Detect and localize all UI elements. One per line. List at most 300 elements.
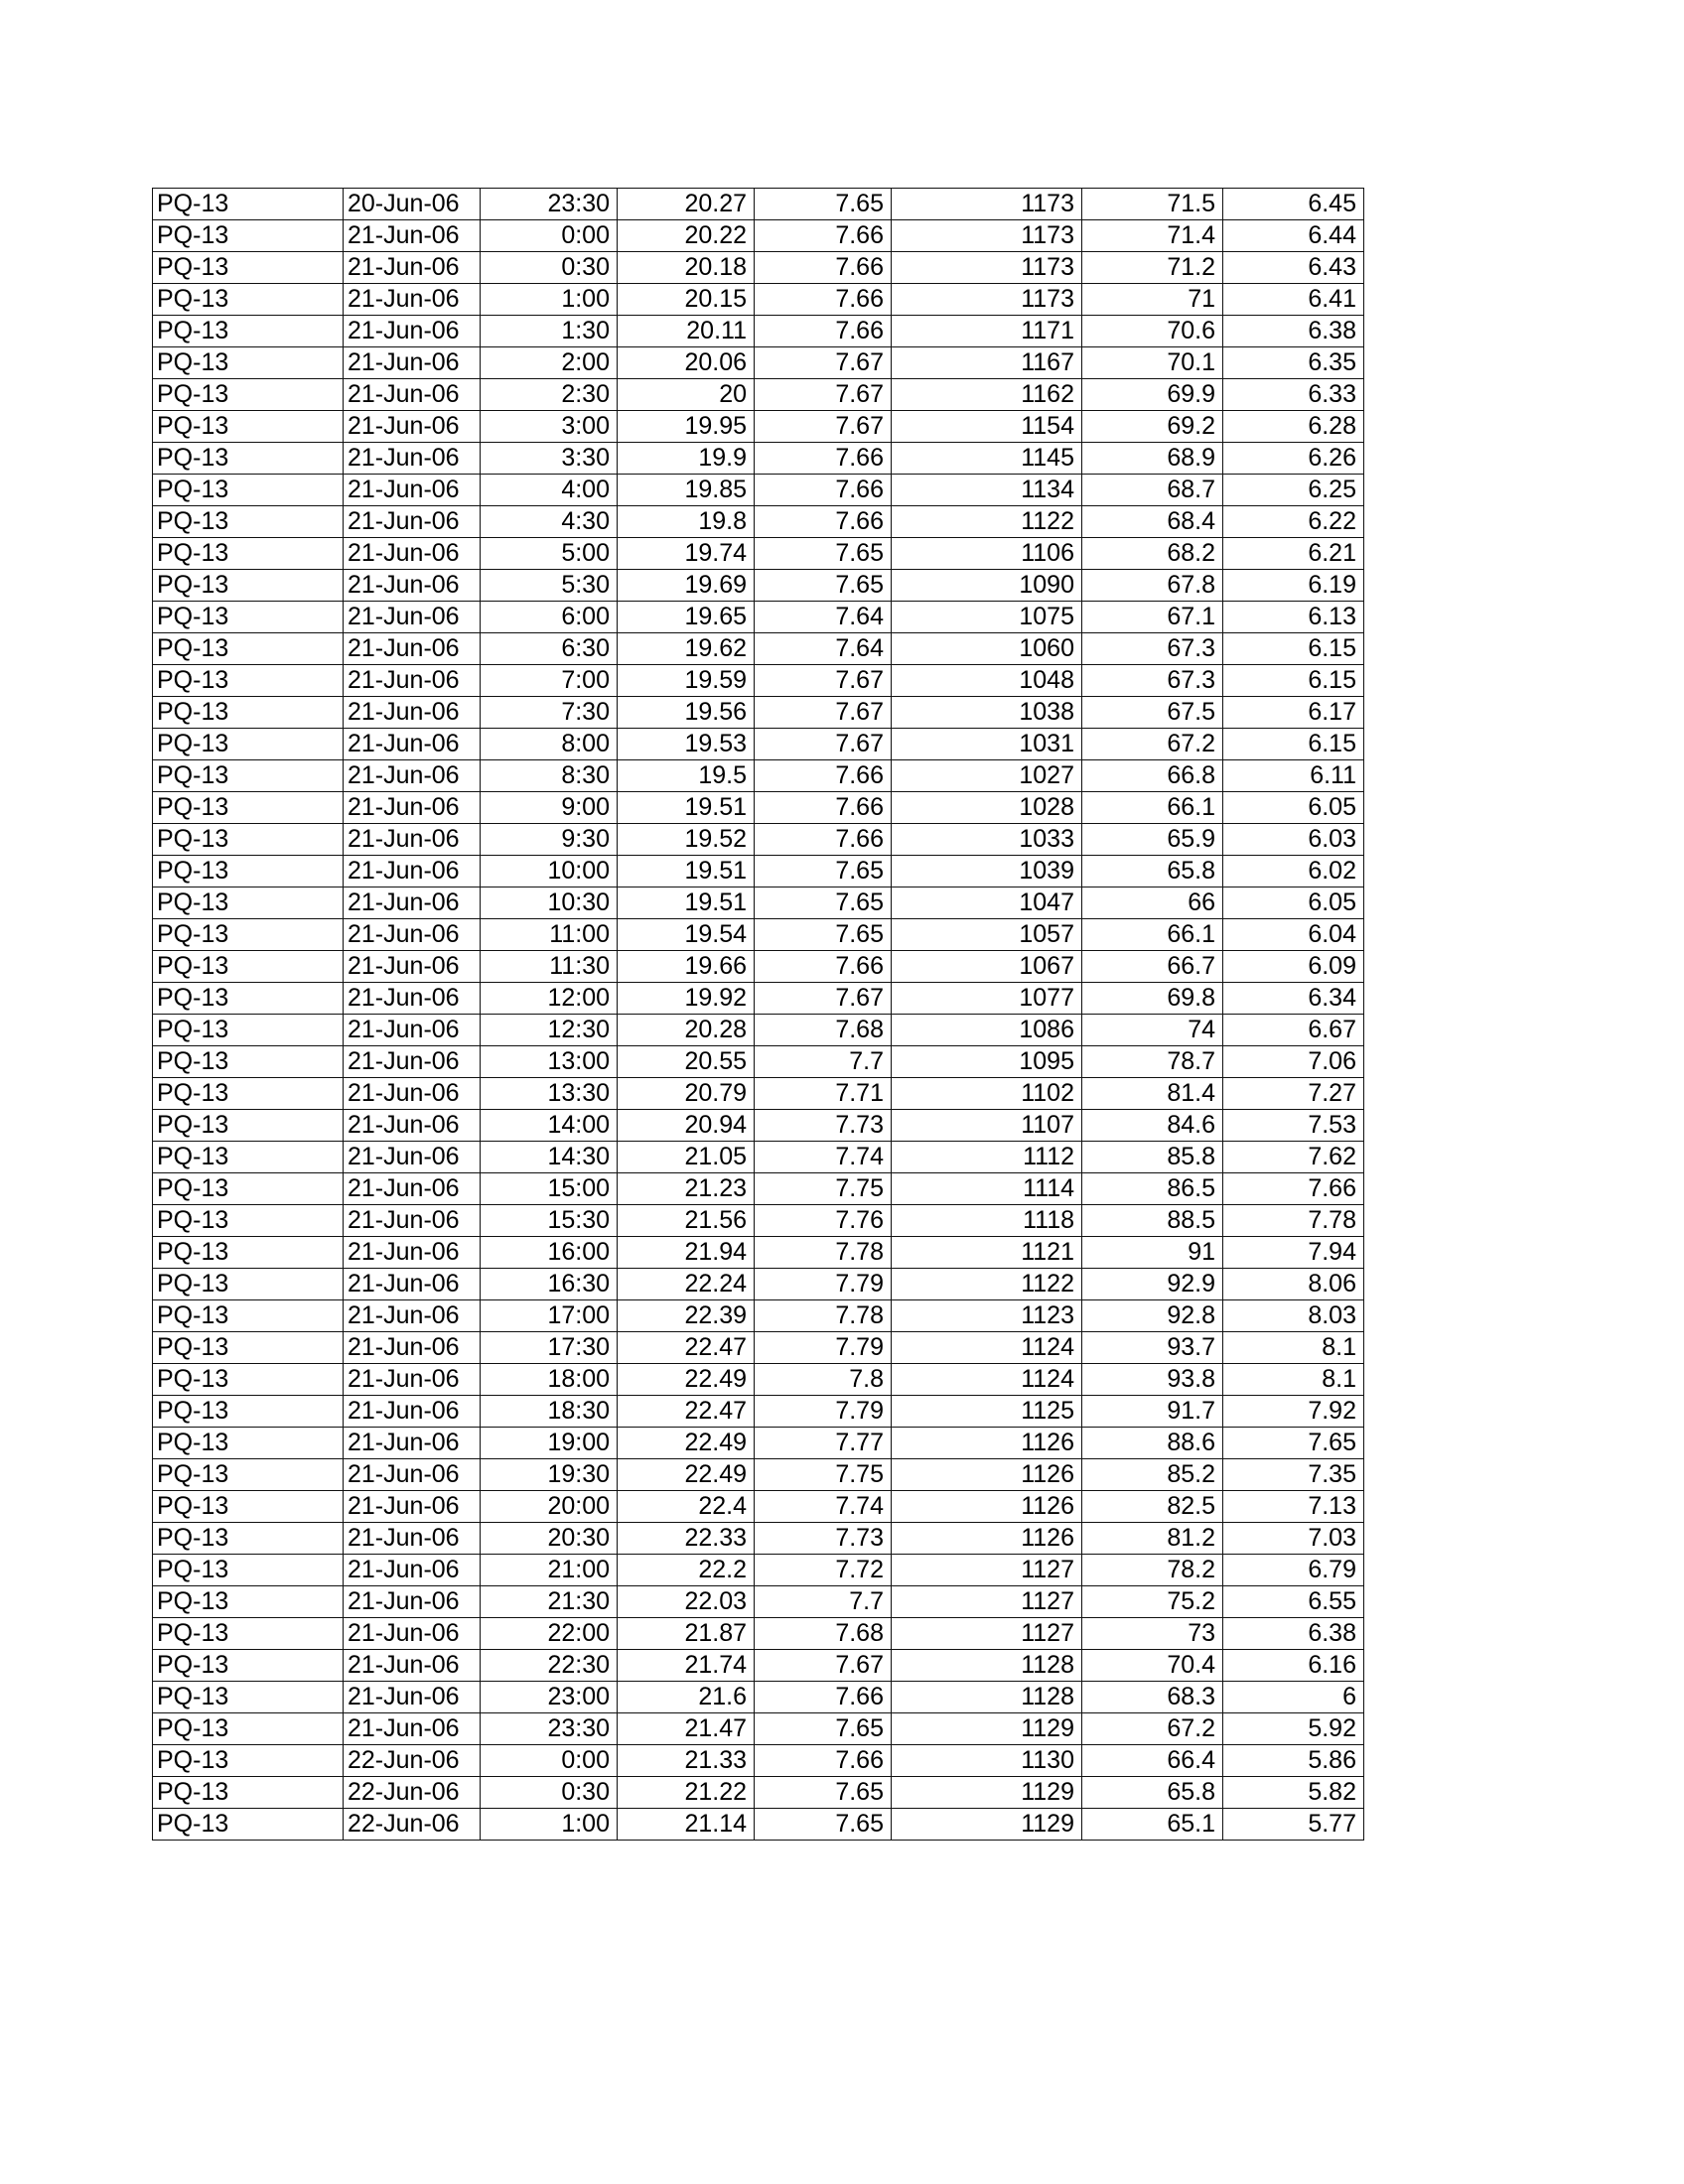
station-cell: PQ-13 (153, 1777, 344, 1809)
conductivity-cell: 1126 (892, 1523, 1082, 1555)
conductivity-cell: 1031 (892, 729, 1082, 760)
station-cell: PQ-13 (153, 1682, 344, 1713)
ph-cell: 7.73 (755, 1523, 892, 1555)
do-concentration-cell: 6.04 (1223, 919, 1364, 951)
do-concentration-cell: 5.92 (1223, 1713, 1364, 1745)
temperature-cell: 20.28 (618, 1015, 755, 1046)
table-row (153, 189, 1364, 220)
ph-cell: 7.77 (755, 1428, 892, 1459)
station-cell: PQ-13 (153, 729, 344, 760)
do-concentration-cell: 7.94 (1223, 1237, 1364, 1269)
station-cell: PQ-13 (153, 1745, 344, 1777)
temperature-cell: 21.05 (618, 1142, 755, 1173)
ph-cell: 7.72 (755, 1555, 892, 1586)
table-row (153, 919, 1364, 951)
ph-cell: 7.74 (755, 1142, 892, 1173)
time-cell: 23:30 (481, 189, 618, 220)
conductivity-cell: 1129 (892, 1809, 1082, 1841)
do-saturation-cell: 78.7 (1082, 1046, 1223, 1078)
time-cell: 8:30 (481, 760, 618, 792)
temperature-cell: 22.24 (618, 1269, 755, 1300)
date-cell: 21-Jun-06 (344, 284, 481, 316)
ph-cell: 7.66 (755, 443, 892, 475)
ph-cell: 7.66 (755, 316, 892, 347)
ph-cell: 7.65 (755, 1713, 892, 1745)
date-cell: 21-Jun-06 (344, 729, 481, 760)
do-concentration-cell: 7.06 (1223, 1046, 1364, 1078)
time-cell: 8:00 (481, 729, 618, 760)
temperature-cell: 21.74 (618, 1650, 755, 1682)
ph-cell: 7.67 (755, 729, 892, 760)
do-concentration-cell: 6.45 (1223, 189, 1364, 220)
table-row (153, 1682, 1364, 1713)
do-concentration-cell: 6.15 (1223, 665, 1364, 697)
conductivity-cell: 1126 (892, 1428, 1082, 1459)
time-cell: 16:00 (481, 1237, 618, 1269)
temperature-cell: 22.47 (618, 1396, 755, 1428)
conductivity-cell: 1130 (892, 1745, 1082, 1777)
conductivity-cell: 1122 (892, 506, 1082, 538)
table-row (153, 1586, 1364, 1618)
date-cell: 21-Jun-06 (344, 1110, 481, 1142)
do-saturation-cell: 69.2 (1082, 411, 1223, 443)
conductivity-cell: 1057 (892, 919, 1082, 951)
date-cell: 21-Jun-06 (344, 1078, 481, 1110)
ph-cell: 7.68 (755, 1618, 892, 1650)
temperature-cell: 19.69 (618, 570, 755, 602)
date-cell: 21-Jun-06 (344, 760, 481, 792)
station-cell: PQ-13 (153, 189, 344, 220)
do-concentration-cell: 6.79 (1223, 1555, 1364, 1586)
date-cell: 21-Jun-06 (344, 1396, 481, 1428)
conductivity-cell: 1127 (892, 1586, 1082, 1618)
ph-cell: 7.7 (755, 1586, 892, 1618)
station-cell: PQ-13 (153, 1300, 344, 1332)
do-saturation-cell: 71.2 (1082, 252, 1223, 284)
conductivity-cell: 1112 (892, 1142, 1082, 1173)
date-cell: 21-Jun-06 (344, 1491, 481, 1523)
do-saturation-cell: 88.5 (1082, 1205, 1223, 1237)
ph-cell: 7.66 (755, 252, 892, 284)
do-concentration-cell: 6.33 (1223, 379, 1364, 411)
date-cell: 21-Jun-06 (344, 1428, 481, 1459)
date-cell: 20-Jun-06 (344, 189, 481, 220)
table-row (153, 1046, 1364, 1078)
do-concentration-cell: 6.43 (1223, 252, 1364, 284)
do-saturation-cell: 84.6 (1082, 1110, 1223, 1142)
conductivity-cell: 1121 (892, 1237, 1082, 1269)
do-saturation-cell: 67.2 (1082, 1713, 1223, 1745)
date-cell: 21-Jun-06 (344, 1618, 481, 1650)
do-concentration-cell: 8.1 (1223, 1364, 1364, 1396)
do-saturation-cell: 67.8 (1082, 570, 1223, 602)
do-concentration-cell: 7.62 (1223, 1142, 1364, 1173)
do-concentration-cell: 6.21 (1223, 538, 1364, 570)
ph-cell: 7.65 (755, 570, 892, 602)
temperature-cell: 20.18 (618, 252, 755, 284)
conductivity-cell: 1167 (892, 347, 1082, 379)
do-concentration-cell: 6.03 (1223, 824, 1364, 856)
table-row (153, 1173, 1364, 1205)
station-cell: PQ-13 (153, 1618, 344, 1650)
time-cell: 19:00 (481, 1428, 618, 1459)
time-cell: 17:30 (481, 1332, 618, 1364)
date-cell: 21-Jun-06 (344, 697, 481, 729)
do-saturation-cell: 65.1 (1082, 1809, 1223, 1841)
table-row (153, 220, 1364, 252)
temperature-cell: 21.94 (618, 1237, 755, 1269)
ph-cell: 7.67 (755, 665, 892, 697)
temperature-cell: 20.55 (618, 1046, 755, 1078)
date-cell: 21-Jun-06 (344, 443, 481, 475)
date-cell: 21-Jun-06 (344, 1015, 481, 1046)
station-cell: PQ-13 (153, 570, 344, 602)
time-cell: 12:00 (481, 983, 618, 1015)
do-saturation-cell: 88.6 (1082, 1428, 1223, 1459)
do-concentration-cell: 6.15 (1223, 729, 1364, 760)
conductivity-cell: 1129 (892, 1713, 1082, 1745)
table-row (153, 443, 1364, 475)
station-cell: PQ-13 (153, 1269, 344, 1300)
conductivity-cell: 1047 (892, 887, 1082, 919)
table-row (153, 347, 1364, 379)
date-cell: 22-Jun-06 (344, 1777, 481, 1809)
ph-cell: 7.66 (755, 824, 892, 856)
ph-cell: 7.67 (755, 347, 892, 379)
date-cell: 21-Jun-06 (344, 1142, 481, 1173)
time-cell: 7:30 (481, 697, 618, 729)
do-saturation-cell: 75.2 (1082, 1586, 1223, 1618)
time-cell: 15:30 (481, 1205, 618, 1237)
station-cell: PQ-13 (153, 760, 344, 792)
do-saturation-cell: 78.2 (1082, 1555, 1223, 1586)
do-saturation-cell: 91.7 (1082, 1396, 1223, 1428)
date-cell: 21-Jun-06 (344, 1364, 481, 1396)
table-body (153, 189, 1364, 1841)
conductivity-cell: 1162 (892, 379, 1082, 411)
station-cell: PQ-13 (153, 887, 344, 919)
ph-cell: 7.67 (755, 983, 892, 1015)
time-cell: 15:00 (481, 1173, 618, 1205)
date-cell: 21-Jun-06 (344, 475, 481, 506)
do-saturation-cell: 67.2 (1082, 729, 1223, 760)
date-cell: 21-Jun-06 (344, 983, 481, 1015)
do-saturation-cell: 85.2 (1082, 1459, 1223, 1491)
time-cell: 22:30 (481, 1650, 618, 1682)
conductivity-cell: 1173 (892, 284, 1082, 316)
conductivity-cell: 1128 (892, 1682, 1082, 1713)
do-saturation-cell: 66 (1082, 887, 1223, 919)
station-cell: PQ-13 (153, 1078, 344, 1110)
station-cell: PQ-13 (153, 1809, 344, 1841)
temperature-cell: 20.79 (618, 1078, 755, 1110)
time-cell: 1:00 (481, 284, 618, 316)
station-cell: PQ-13 (153, 1142, 344, 1173)
temperature-cell: 22.33 (618, 1523, 755, 1555)
do-saturation-cell: 81.2 (1082, 1523, 1223, 1555)
do-concentration-cell: 7.92 (1223, 1396, 1364, 1428)
date-cell: 21-Jun-06 (344, 1586, 481, 1618)
ph-cell: 7.66 (755, 792, 892, 824)
do-saturation-cell: 66.4 (1082, 1745, 1223, 1777)
do-saturation-cell: 68.3 (1082, 1682, 1223, 1713)
station-cell: PQ-13 (153, 602, 344, 633)
do-concentration-cell: 6.05 (1223, 887, 1364, 919)
table-row (153, 856, 1364, 887)
station-cell: PQ-13 (153, 1713, 344, 1745)
temperature-cell: 19.66 (618, 951, 755, 983)
temperature-cell: 19.74 (618, 538, 755, 570)
table-row (153, 951, 1364, 983)
do-saturation-cell: 70.1 (1082, 347, 1223, 379)
time-cell: 2:30 (481, 379, 618, 411)
temperature-cell: 21.22 (618, 1777, 755, 1809)
time-cell: 11:00 (481, 919, 618, 951)
temperature-cell: 19.9 (618, 443, 755, 475)
station-cell: PQ-13 (153, 1332, 344, 1364)
date-cell: 22-Jun-06 (344, 1745, 481, 1777)
do-saturation-cell: 67.5 (1082, 697, 1223, 729)
temperature-cell: 19.62 (618, 633, 755, 665)
do-concentration-cell: 6.02 (1223, 856, 1364, 887)
conductivity-cell: 1123 (892, 1300, 1082, 1332)
do-concentration-cell: 6.67 (1223, 1015, 1364, 1046)
do-saturation-cell: 67.3 (1082, 665, 1223, 697)
table-row (153, 697, 1364, 729)
date-cell: 21-Jun-06 (344, 1300, 481, 1332)
temperature-cell: 19.56 (618, 697, 755, 729)
conductivity-cell: 1173 (892, 220, 1082, 252)
ph-cell: 7.65 (755, 919, 892, 951)
do-saturation-cell: 71.5 (1082, 189, 1223, 220)
temperature-cell: 22.47 (618, 1332, 755, 1364)
station-cell: PQ-13 (153, 1428, 344, 1459)
date-cell: 21-Jun-06 (344, 1173, 481, 1205)
table-row (153, 1650, 1364, 1682)
time-cell: 10:00 (481, 856, 618, 887)
do-concentration-cell: 6 (1223, 1682, 1364, 1713)
do-concentration-cell: 6.05 (1223, 792, 1364, 824)
table-row (153, 1110, 1364, 1142)
date-cell: 21-Jun-06 (344, 347, 481, 379)
time-cell: 23:30 (481, 1713, 618, 1745)
time-cell: 16:30 (481, 1269, 618, 1300)
ph-cell: 7.66 (755, 951, 892, 983)
table-row (153, 760, 1364, 792)
ph-cell: 7.66 (755, 220, 892, 252)
ph-cell: 7.67 (755, 411, 892, 443)
temperature-cell: 20 (618, 379, 755, 411)
table-row (153, 1555, 1364, 1586)
temperature-cell: 22.49 (618, 1428, 755, 1459)
table-row (153, 1078, 1364, 1110)
station-cell: PQ-13 (153, 1523, 344, 1555)
conductivity-cell: 1039 (892, 856, 1082, 887)
date-cell: 21-Jun-06 (344, 919, 481, 951)
time-cell: 5:30 (481, 570, 618, 602)
time-cell: 7:00 (481, 665, 618, 697)
do-concentration-cell: 7.03 (1223, 1523, 1364, 1555)
do-concentration-cell: 6.19 (1223, 570, 1364, 602)
time-cell: 5:00 (481, 538, 618, 570)
temperature-cell: 19.8 (618, 506, 755, 538)
conductivity-cell: 1106 (892, 538, 1082, 570)
station-cell: PQ-13 (153, 919, 344, 951)
ph-cell: 7.71 (755, 1078, 892, 1110)
station-cell: PQ-13 (153, 1491, 344, 1523)
table-row (153, 1523, 1364, 1555)
do-saturation-cell: 68.2 (1082, 538, 1223, 570)
table-row (153, 538, 1364, 570)
ph-cell: 7.78 (755, 1300, 892, 1332)
station-cell: PQ-13 (153, 1110, 344, 1142)
do-saturation-cell: 67.1 (1082, 602, 1223, 633)
table-row (153, 824, 1364, 856)
date-cell: 21-Jun-06 (344, 252, 481, 284)
temperature-cell: 21.6 (618, 1682, 755, 1713)
temperature-cell: 19.51 (618, 856, 755, 887)
ph-cell: 7.66 (755, 475, 892, 506)
time-cell: 17:00 (481, 1300, 618, 1332)
time-cell: 0:30 (481, 252, 618, 284)
time-cell: 23:00 (481, 1682, 618, 1713)
conductivity-cell: 1173 (892, 252, 1082, 284)
temperature-cell: 21.56 (618, 1205, 755, 1237)
date-cell: 21-Jun-06 (344, 1713, 481, 1745)
date-cell: 21-Jun-06 (344, 665, 481, 697)
temperature-cell: 20.94 (618, 1110, 755, 1142)
temperature-cell: 20.15 (618, 284, 755, 316)
do-concentration-cell: 6.34 (1223, 983, 1364, 1015)
conductivity-cell: 1122 (892, 1269, 1082, 1300)
temperature-cell: 22.03 (618, 1586, 755, 1618)
conductivity-cell: 1154 (892, 411, 1082, 443)
ph-cell: 7.75 (755, 1459, 892, 1491)
temperature-cell: 20.27 (618, 189, 755, 220)
date-cell: 21-Jun-06 (344, 379, 481, 411)
do-concentration-cell: 8.03 (1223, 1300, 1364, 1332)
ph-cell: 7.65 (755, 189, 892, 220)
time-cell: 2:00 (481, 347, 618, 379)
conductivity-cell: 1125 (892, 1396, 1082, 1428)
table-row (153, 1618, 1364, 1650)
temperature-cell: 22.2 (618, 1555, 755, 1586)
do-saturation-cell: 71.4 (1082, 220, 1223, 252)
do-saturation-cell: 86.5 (1082, 1173, 1223, 1205)
date-cell: 21-Jun-06 (344, 887, 481, 919)
table-row (153, 602, 1364, 633)
time-cell: 21:30 (481, 1586, 618, 1618)
do-concentration-cell: 7.27 (1223, 1078, 1364, 1110)
do-saturation-cell: 91 (1082, 1237, 1223, 1269)
temperature-cell: 21.87 (618, 1618, 755, 1650)
table-row (153, 284, 1364, 316)
table-row (153, 729, 1364, 760)
time-cell: 0:00 (481, 220, 618, 252)
ph-cell: 7.66 (755, 506, 892, 538)
temperature-cell: 19.5 (618, 760, 755, 792)
temperature-cell: 21.33 (618, 1745, 755, 1777)
temperature-cell: 19.59 (618, 665, 755, 697)
do-saturation-cell: 66.8 (1082, 760, 1223, 792)
temperature-cell: 19.92 (618, 983, 755, 1015)
date-cell: 21-Jun-06 (344, 570, 481, 602)
time-cell: 0:30 (481, 1777, 618, 1809)
table-row (153, 887, 1364, 919)
do-concentration-cell: 6.44 (1223, 220, 1364, 252)
ph-cell: 7.73 (755, 1110, 892, 1142)
time-cell: 6:30 (481, 633, 618, 665)
do-concentration-cell: 7.13 (1223, 1491, 1364, 1523)
table-row (153, 1745, 1364, 1777)
station-cell: PQ-13 (153, 1555, 344, 1586)
do-concentration-cell: 8.1 (1223, 1332, 1364, 1364)
date-cell: 21-Jun-06 (344, 1682, 481, 1713)
do-concentration-cell: 6.41 (1223, 284, 1364, 316)
time-cell: 10:30 (481, 887, 618, 919)
do-concentration-cell: 8.06 (1223, 1269, 1364, 1300)
table-row (153, 1300, 1364, 1332)
temperature-cell: 20.22 (618, 220, 755, 252)
ph-cell: 7.79 (755, 1332, 892, 1364)
temperature-cell: 22.4 (618, 1491, 755, 1523)
station-cell: PQ-13 (153, 538, 344, 570)
do-saturation-cell: 70.6 (1082, 316, 1223, 347)
time-cell: 13:00 (481, 1046, 618, 1078)
conductivity-cell: 1145 (892, 443, 1082, 475)
station-cell: PQ-13 (153, 792, 344, 824)
conductivity-cell: 1129 (892, 1777, 1082, 1809)
temperature-cell: 19.53 (618, 729, 755, 760)
do-concentration-cell: 6.15 (1223, 633, 1364, 665)
time-cell: 11:30 (481, 951, 618, 983)
time-cell: 4:30 (481, 506, 618, 538)
ph-cell: 7.75 (755, 1173, 892, 1205)
date-cell: 21-Jun-06 (344, 1269, 481, 1300)
table-row (153, 1809, 1364, 1841)
date-cell: 21-Jun-06 (344, 1650, 481, 1682)
conductivity-cell: 1067 (892, 951, 1082, 983)
station-cell: PQ-13 (153, 951, 344, 983)
table-row (153, 1332, 1364, 1364)
ph-cell: 7.67 (755, 697, 892, 729)
table-row (153, 1713, 1364, 1745)
station-cell: PQ-13 (153, 411, 344, 443)
time-cell: 9:00 (481, 792, 618, 824)
station-cell: PQ-13 (153, 983, 344, 1015)
station-cell: PQ-13 (153, 347, 344, 379)
do-saturation-cell: 68.7 (1082, 475, 1223, 506)
time-cell: 1:00 (481, 1809, 618, 1841)
do-saturation-cell: 85.8 (1082, 1142, 1223, 1173)
time-cell: 14:00 (481, 1110, 618, 1142)
do-saturation-cell: 93.8 (1082, 1364, 1223, 1396)
station-cell: PQ-13 (153, 1173, 344, 1205)
date-cell: 21-Jun-06 (344, 792, 481, 824)
time-cell: 22:00 (481, 1618, 618, 1650)
table-row (153, 1015, 1364, 1046)
ph-cell: 7.64 (755, 602, 892, 633)
temperature-cell: 19.65 (618, 602, 755, 633)
do-saturation-cell: 92.8 (1082, 1300, 1223, 1332)
time-cell: 19:30 (481, 1459, 618, 1491)
time-cell: 12:30 (481, 1015, 618, 1046)
date-cell: 22-Jun-06 (344, 1809, 481, 1841)
table-row (153, 792, 1364, 824)
date-cell: 21-Jun-06 (344, 1205, 481, 1237)
do-saturation-cell: 65.8 (1082, 856, 1223, 887)
conductivity-cell: 1134 (892, 475, 1082, 506)
